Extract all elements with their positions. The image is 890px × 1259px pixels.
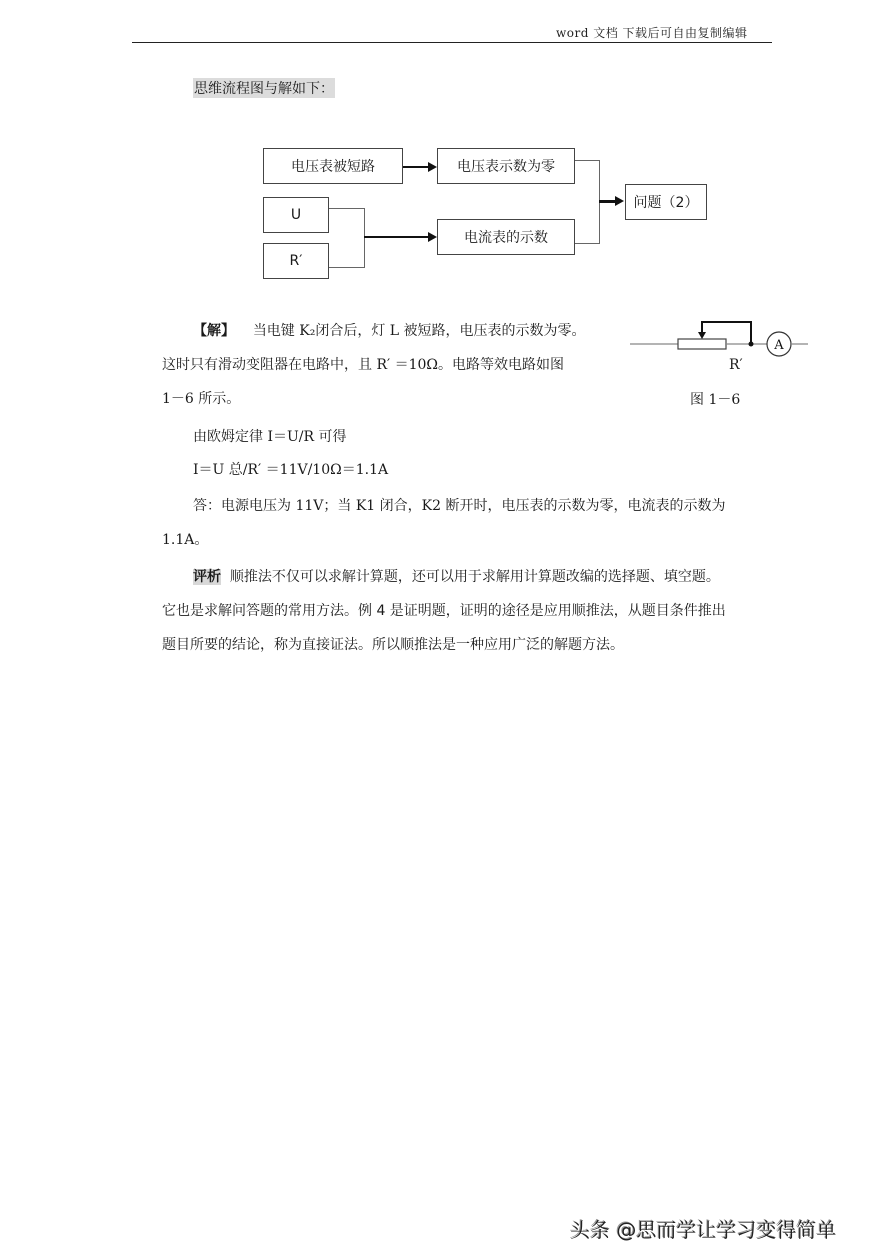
arrow-head-icon <box>428 232 437 242</box>
arrow-head-icon <box>428 162 437 172</box>
analysis-line-2: 它也是求解问答题的常用方法。例 4 是证明题，证明的途径是应用顺推法，从题目条件推出 <box>162 603 726 619</box>
flow-arrow-line <box>364 236 429 238</box>
intro-heading: 思维流程图与解如下： <box>193 78 335 98</box>
analysis-line-3: 题目所要的结论，称为直接证法。所以顺推法是一种应用广泛的解题方法。 <box>162 637 624 653</box>
solution-text-1: 当电键 K₂闭合后，灯 L 被短路，电压表的示数为零。 <box>252 323 586 339</box>
analysis-label: 评析 <box>193 569 221 585</box>
solution-line-3: 1－6 所示。 <box>162 391 241 407</box>
ammeter-label: A <box>774 338 784 353</box>
solution-label: 【解】 <box>193 323 235 339</box>
analysis-line-1 <box>193 560 720 594</box>
connector-line <box>329 267 364 268</box>
figure-caption: 图 1－6 <box>690 392 741 408</box>
flow-box-u: U <box>263 197 329 233</box>
flow-box-voltmeter-zero: 电压表示数为零 <box>437 148 575 184</box>
connector-line <box>364 208 365 268</box>
flow-box-voltmeter-shorted: 电压表被短路 <box>263 148 403 184</box>
analysis-text-1: 顺推法不仅可以求解计算题，还可以用于求解用计算题改编的选择题、填空题。 <box>229 569 720 585</box>
document-header: word 文档 下载后可自由复制编辑 <box>556 26 748 40</box>
flow-box-question-2: 问题（2） <box>625 184 707 220</box>
watermark: 头条 @思而学让学习变得简单 <box>570 1218 837 1242</box>
flow-box-ammeter-reading: 电流表的示数 <box>437 219 575 255</box>
resistor-label: R′ <box>729 357 743 373</box>
flow-arrow-line <box>403 166 429 168</box>
answer-line-2: 1.1A。 <box>162 532 209 548</box>
ohm-law-statement: 由欧姆定律 I＝U/R 可得 <box>193 429 347 445</box>
solution-line-2: 这时只有滑动变阻器在电路中，且 R′ ＝10Ω。电路等效电路如图 <box>162 357 565 373</box>
connector-line <box>329 208 364 209</box>
arrow-head-icon <box>615 196 624 206</box>
flow-box-r-prime: R′ <box>263 243 329 279</box>
connector-line <box>575 160 599 161</box>
solution-line-1 <box>193 314 586 348</box>
connector-line <box>575 243 599 244</box>
answer-line-1: 答：电源电压为 11V；当 K1 闭合，K2 断开时，电压表的示数为零，电流表的示数为 <box>193 498 726 514</box>
circuit-diagram-icon <box>625 315 810 360</box>
header-divider <box>132 42 772 43</box>
current-calculation: I＝U 总/R′ ＝11V/10Ω＝1.1A <box>193 462 389 478</box>
